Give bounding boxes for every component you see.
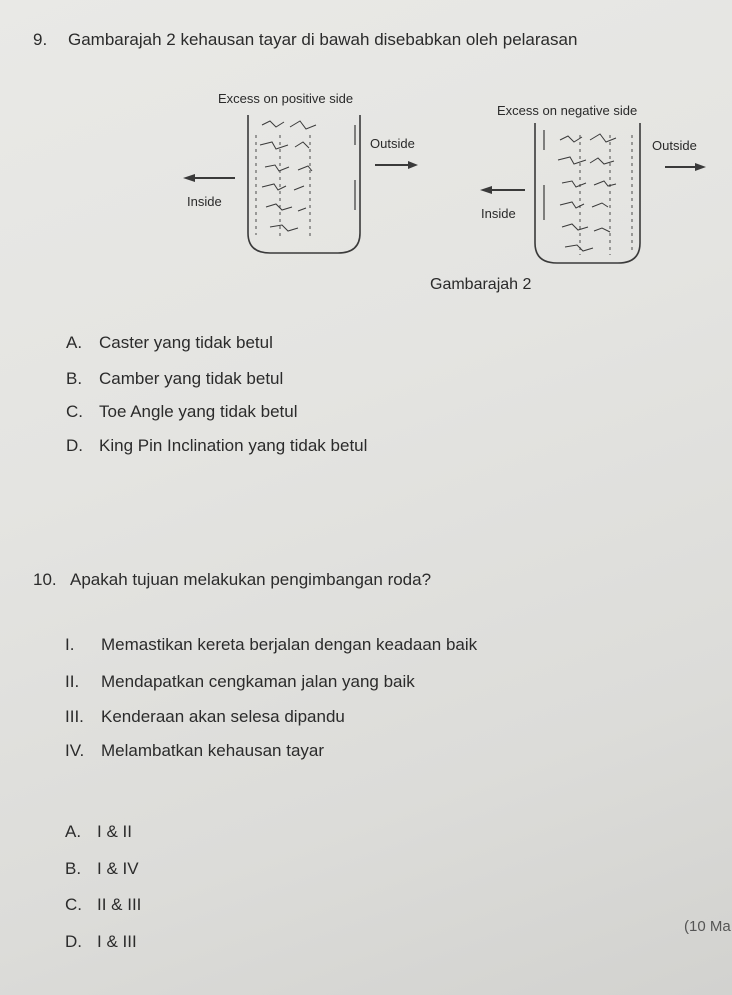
q9-option-a-letter: A.	[66, 333, 83, 352]
q10-option-c-letter: C.	[65, 895, 82, 914]
tire-wear-figure	[170, 85, 730, 300]
q9-option-c-letter: C.	[66, 402, 83, 421]
q10-option-c-text: II & III	[97, 895, 142, 914]
q10-question-text: Apakah tujuan melakukan pengimbangan roda?	[70, 570, 432, 589]
q10-option-a-text: I & II	[97, 822, 132, 841]
q10-statement-1-text: Memastikan kereta berjalan dengan keadaan baik	[101, 635, 478, 654]
q9-option-d-text: King Pin Inclination yang tidak betul	[99, 436, 368, 455]
positive-tire-diagram	[248, 115, 360, 253]
q10-statement-2-text: Mendapatkan cengkaman jalan yang baik	[101, 672, 415, 691]
q10-statement-4-numeral: IV.	[65, 741, 85, 760]
q10-statement-2-numeral: II.	[65, 672, 80, 691]
q9-option-b-text: Camber yang tidak betul	[99, 369, 284, 388]
q9-number: 9.	[33, 30, 48, 49]
q10-statement-3-numeral: III.	[65, 707, 84, 726]
negative-tire-diagram	[535, 123, 640, 263]
q10-statement-4-text: Melambatkan kehausan tayar	[101, 741, 325, 760]
q10-option-b-letter: B.	[65, 859, 82, 878]
negative-inside-label: Inside	[481, 206, 516, 221]
q9-option-b-letter: B.	[66, 369, 83, 388]
positive-inside-label: Inside	[187, 194, 222, 209]
negative-side-title: Excess on negative side	[497, 103, 638, 118]
figure-caption: Gambarajah 2	[430, 276, 532, 293]
q10-number: 10.	[33, 570, 57, 589]
positive-side-title: Excess on positive side	[218, 91, 354, 106]
positive-outside-label: Outside	[370, 136, 415, 151]
q9-option-a-text: Caster yang tidak betul	[99, 333, 273, 352]
q9-option-c-text: Toe Angle yang tidak betul	[99, 402, 298, 421]
q10-statement-1-numeral: I.	[65, 635, 75, 654]
q10-option-d-letter: D.	[65, 932, 82, 951]
q10-option-d-text: I & III	[97, 932, 137, 951]
negative-outside-label: Outside	[652, 138, 697, 153]
q10-option-b-text: I & IV	[97, 859, 139, 878]
q9-option-d-letter: D.	[66, 436, 83, 455]
q9-question-text: Gambarajah 2 kehausan tayar di bawah disebabkan oleh pelarasan	[68, 30, 578, 49]
q10-statement-3-text: Kenderaan akan selesa dipandu	[101, 707, 345, 726]
q10-option-a-letter: A.	[65, 822, 82, 841]
q10-marks-note: (10 Ma	[684, 918, 731, 935]
